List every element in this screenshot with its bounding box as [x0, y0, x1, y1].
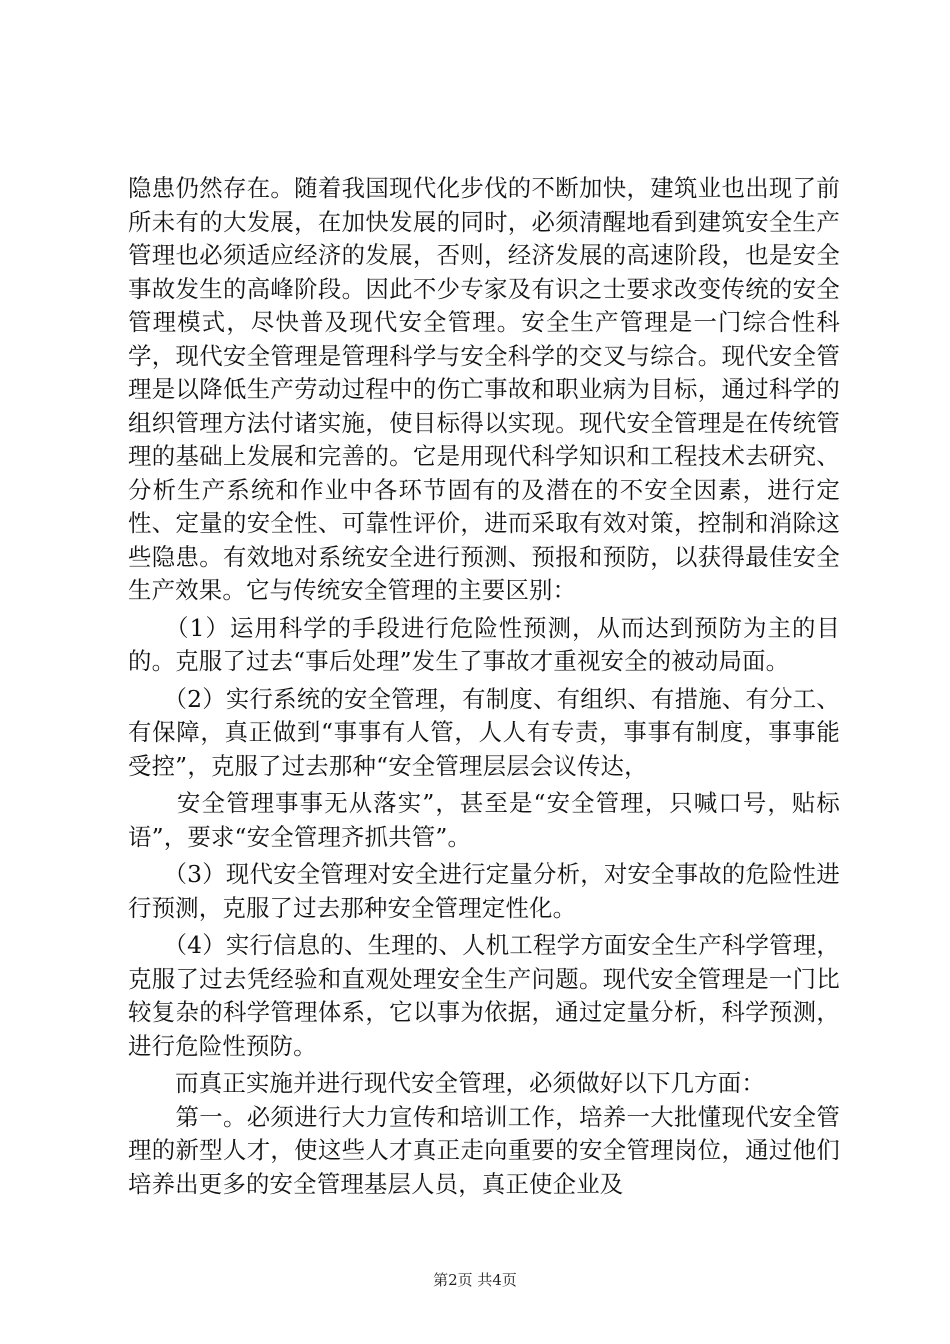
- paragraph-point-2: （2）实行系统的安全管理，有制度、有组织、有措施、有分工、有保障，真正做到“事事有人管，人人有专责，事事有制度，事事能受控”，克服了过去那种“安全管理层层会议传达，: [128, 684, 840, 780]
- page-number-footer: 第2页 共4页: [433, 1271, 517, 1289]
- paragraph-first-measure: 第一。必须进行大力宣传和培训工作，培养一大批懂现代安全管理的新型人才，使这些人才真正走向重要的安全管理岗位，通过他们培养出更多的安全管理基层人员，真正使企业及: [128, 1102, 840, 1198]
- paragraph-point-3: （3）现代安全管理对安全进行定量分析，对安全事故的危险性进行预测，克服了过去那种安全管理定性化。: [128, 860, 840, 922]
- paragraph-point-2-continued: 安全管理事事无从落实”，甚至是“安全管理，只喊口号，贴标语”，要求“安全管理齐抓共管”。: [128, 789, 840, 851]
- body-text: [128, 172, 840, 1201]
- paragraph-implementation-intro: 而真正实施并进行现代安全管理，必须做好以下几方面：: [128, 1069, 765, 1097]
- paragraph-intro: 隐患仍然存在。随着我国现代化步伐的不断加快，建筑业也出现了前所未有的大发展，在加快发展的同时，必须清醒地看到建筑安全生产管理也必须适应经济的发展，否则，经济发展的高速阶段，也是安全事故发生的高峰阶段。因此不少专家及有识之士要求改变传统的安全管理模式，尽快普及现代安全管理。安全生产管理是一门综合性科学，现代安全管理是管理科学与安全科学的交叉与综合。现代安全管理是以降低生产劳动过程中的伤亡事故和职业病为目标，通过科学的组织管理方法付诸实施，使目标得以实现。现代安全管理是在传统管理的基础上发展和完善的。它是用现代科学知识和工程技术去研究、分析生产系统和作业中各环节固有的及潜在的不安全因素，进行定性、定量的安全性、可靠性评价，进而采取有效对策，控制和消除这些隐患。有效地对系统安全进行预测、预报和预防，以获得最佳安全生产效果。它与传统安全管理的主要区别：: [128, 174, 840, 604]
- paragraph-point-4: （4）实行信息的、生理的、人机工程学方面安全生产科学管理，克服了过去凭经验和直观处理安全生产问题。现代安全管理是一门比较复杂的科学管理体系，它以事为依据，通过定量分析，科学预测，进行危险性预防。: [128, 931, 840, 1060]
- paragraph-point-1: （1）运用科学的手段进行危险性预测，从而达到预防为主的目的。克服了过去“事后处理”发生了事故才重视安全的被动局面。: [128, 613, 840, 675]
